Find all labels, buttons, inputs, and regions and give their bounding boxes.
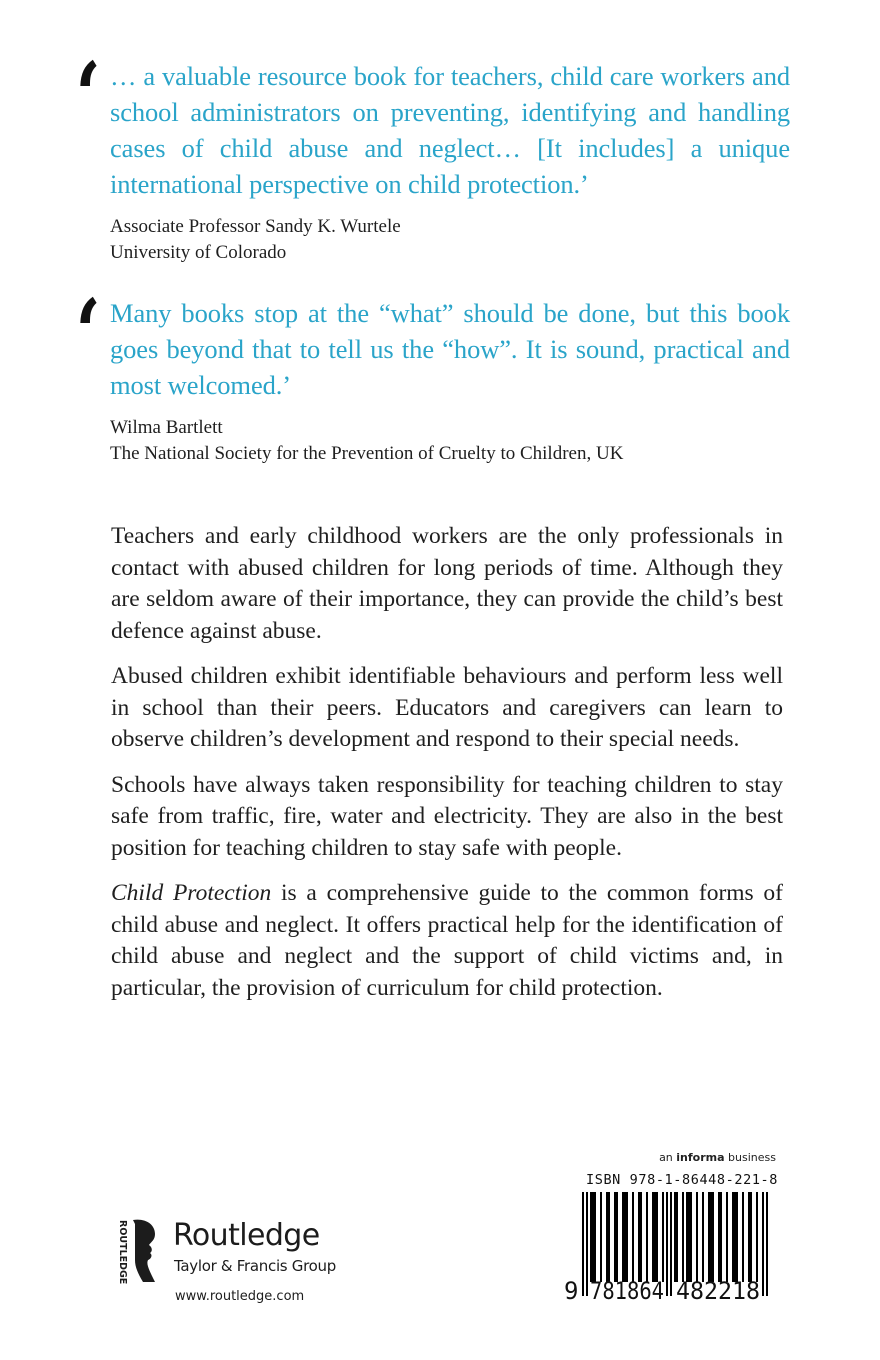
description-paragraph: Abused children exhibit identifiable behaviours and perform less well in school than their peers. Educators and caregivers can learn to observe children’s development and respond to their special needs. [111,663,783,752]
description-paragraph: Teachers and early childhood workers are the only professionals in contact with abused children for long periods of time. Although they are seldom aware of their importance, they can provide the child’s best defence against abuse. [111,523,783,644]
quote-text: … a valuable resource book for teachers, child care workers and school administrators on preventing, identifying and handling cases of child abuse and neglect… [It includes] a unique international perspective on child protection.’ [110,61,790,199]
attribution-name: Wilma Bartlett [110,417,223,438]
publisher-url: www.routledge.com [175,1289,305,1304]
svg-text:482218: 482218 [676,1277,760,1304]
publisher-group: Taylor & Francis Group [174,1257,336,1275]
barcode-icon [562,1192,784,1304]
quote-mark-icon: ‘ [75,279,101,387]
quote-text: Many books stop at the “what” should be done, but this book goes beyond that to tell us the “how”. It is sound, practical and most welcomed.’ [110,298,790,400]
svg-text:781864: 781864 [590,1277,664,1304]
publisher-block [115,1215,375,1315]
routledge-logo-icon [115,1218,165,1284]
attribution-affiliation: The National Society for the Prevention of Cruelty to Children, UK [110,443,624,464]
quote-attribution [110,415,790,467]
isbn-label: ISBN 978-1-86448-221-8 [586,1172,779,1188]
attribution-name: Associate Professor Sandy K. Wurtele [110,216,401,237]
quote-attribution [110,214,790,266]
svg-text:ROUTLEDGE: ROUTLEDGE [117,1220,128,1284]
description-paragraph-final [111,878,783,1004]
book-title-italic: Child Protection [111,880,272,906]
quote-block-2 [75,279,790,467]
isbn-barcode [562,1148,784,1308]
svg-text:9: 9 [564,1277,579,1304]
book-description [111,521,783,1018]
description-text: is a comprehensive guide to the common forms of child abuse and neglect. It offers practical help for the identification of child abuse and neglect and the support of child victims and, in particular, the provision of curriculum for child protection. [111,880,784,1001]
quote-mark-icon: ‘ [75,42,101,150]
publisher-name: Routledge [173,1218,320,1253]
attribution-affiliation: University of Colorado [110,242,287,263]
informa-tagline: an informa business [659,1151,776,1164]
quote-block-1 [75,42,790,266]
description-paragraph: Schools have always taken responsibility for teaching children to stay safe from traffic, fire, water and electricity. They are also in the best position for teaching children to stay safe with people. [111,771,783,861]
